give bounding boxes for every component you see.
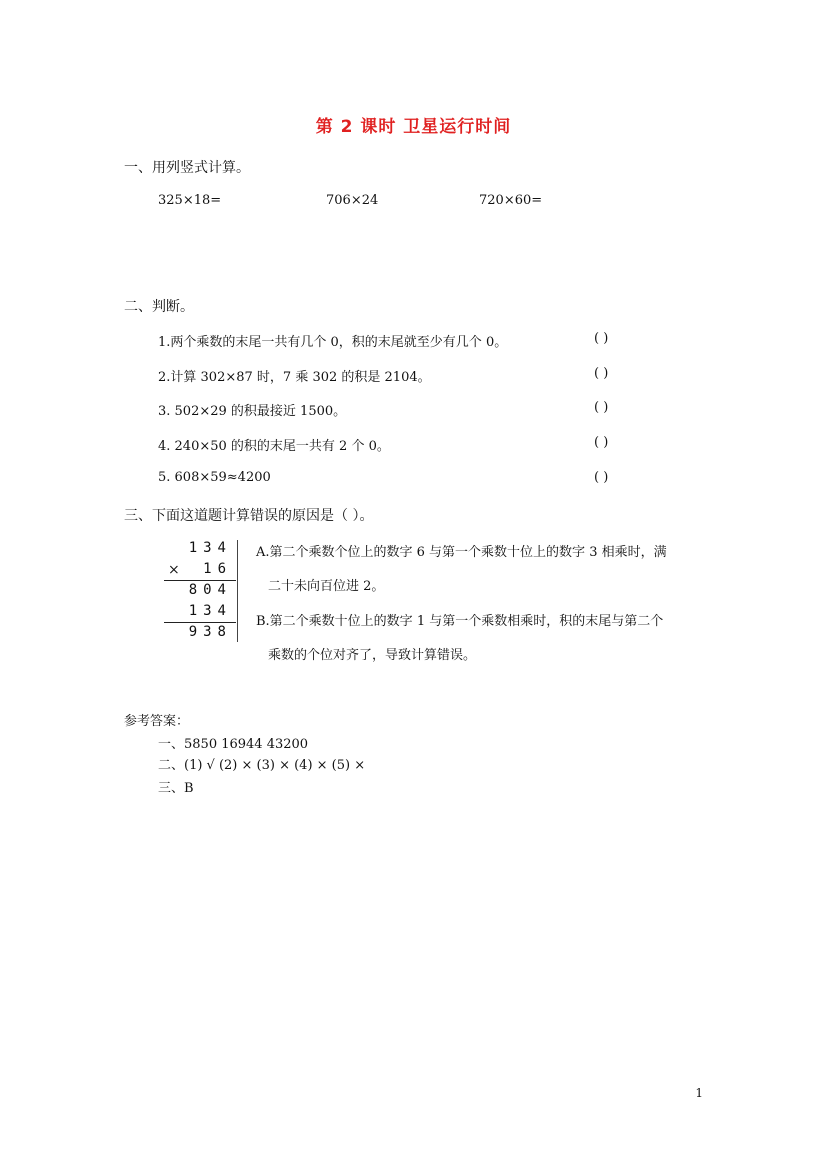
judge-item-1: 1.两个乘数的末尾一共有几个 0，积的末尾就至少有几个 0。 xyxy=(158,335,508,350)
page-title: 第 2 课时 卫星运行时间 xyxy=(315,117,512,137)
judge-answer-3[interactable]: ( ) xyxy=(594,400,609,415)
section-1-heading: 一、用列竖式计算。 xyxy=(124,160,250,176)
vertical-row-partial-1: 804 xyxy=(188,582,232,598)
vertical-multiplication xyxy=(162,540,240,646)
judge-item-4: 4. 240×50 的积的末尾一共有 2 个 0。 xyxy=(158,439,390,454)
vertical-divider-2 xyxy=(164,622,236,623)
answers-heading: 参考答案： xyxy=(124,714,190,729)
vertical-row-result: 938 xyxy=(188,624,232,640)
judge-item-2: 2.计算 302×87 时，7 乘 302 的积是 2104。 xyxy=(158,370,431,385)
vertical-divider-1 xyxy=(164,580,236,581)
vertical-row-multiplicand: 134 xyxy=(188,540,232,556)
option-b-line-2: 乘数的个位对齐了，导致计算错误。 xyxy=(268,648,477,663)
judge-answer-1[interactable]: ( ) xyxy=(594,331,609,346)
answers-line-3: 三、B xyxy=(158,781,194,796)
problem-3: 720×60= xyxy=(479,193,543,208)
judge-item-3: 3. 502×29 的积最接近 1500。 xyxy=(158,404,347,419)
problem-2: 706×24 xyxy=(326,193,379,208)
section-2-heading: 二、判断。 xyxy=(124,299,194,315)
judge-answer-2[interactable]: ( ) xyxy=(594,366,609,381)
option-a-line-1: A.第二个乘数个位上的数字 6 与第一个乘数十位上的数字 3 相乘时，满 xyxy=(256,545,667,560)
option-b-line-1: B.第二个乘数十位上的数字 1 与第一个乘数相乘时，积的末尾与第二个 xyxy=(256,614,664,629)
multiply-sign: × xyxy=(168,562,180,578)
answers-line-1: 一、5850 16944 43200 xyxy=(158,737,309,752)
problem-1: 325×18= xyxy=(158,193,222,208)
judge-answer-4[interactable]: ( ) xyxy=(594,435,609,450)
vertical-separator xyxy=(237,540,238,642)
vertical-row-multiplier: 16 xyxy=(203,561,232,577)
vertical-row-partial-2: 134 xyxy=(188,603,232,619)
option-a-line-2: 二十未向百位进 2。 xyxy=(268,579,385,594)
section-3-heading: 三、下面这道题计算错误的原因是（ ）。 xyxy=(124,508,374,524)
judge-answer-5[interactable]: ( ) xyxy=(594,470,609,485)
page-number: 1 xyxy=(695,1086,703,1100)
judge-item-5: 5. 608×59≈4200 xyxy=(158,470,271,485)
answers-line-2: 二、(1) √ (2) × (3) × (4) × (5) × xyxy=(158,758,366,773)
